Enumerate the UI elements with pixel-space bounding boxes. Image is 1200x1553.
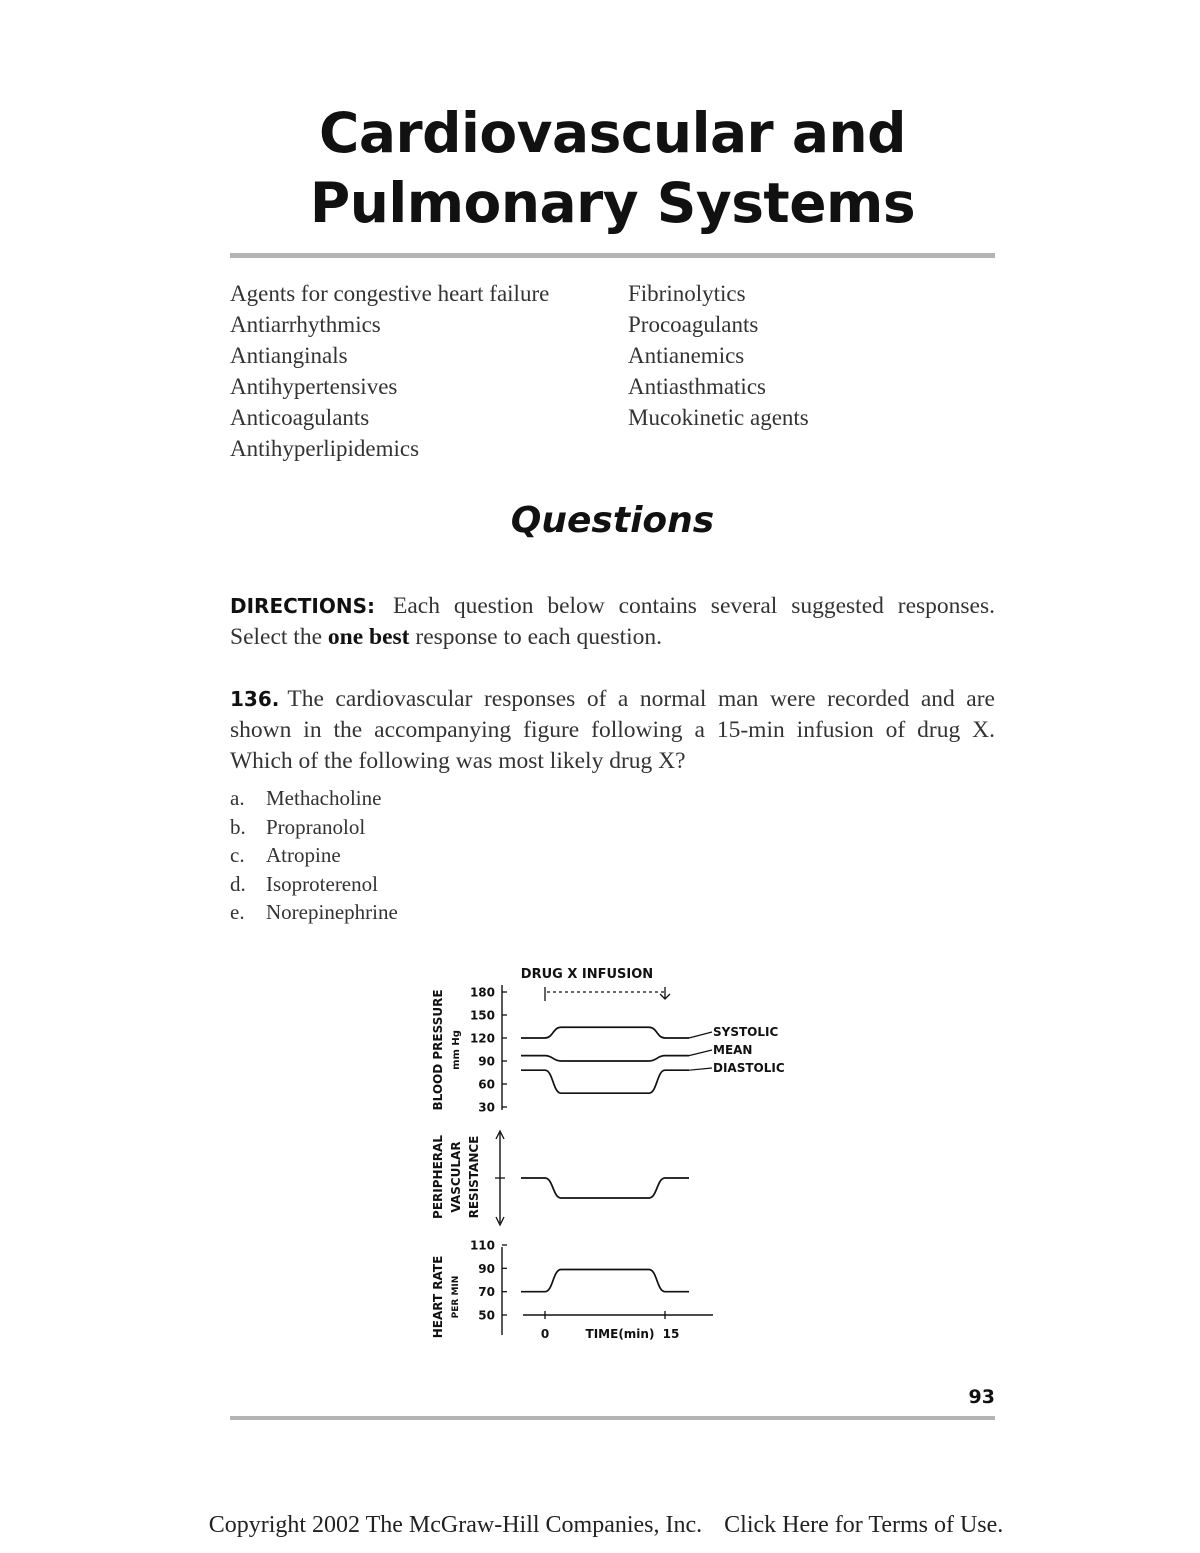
questions-heading: Questions (510, 500, 715, 541)
directions-emphasis: one best (327, 624, 410, 650)
series-label-leader (689, 1068, 712, 1070)
hr-tick-label: 70 (478, 1285, 495, 1300)
topic-item: Antianginals (230, 343, 348, 368)
bottom-divider (230, 1416, 995, 1420)
option-text: Norepinephrine (266, 900, 398, 924)
copyright-text: Copyright 2002 The McGraw-Hill Companies, Inc. (208, 1512, 703, 1538)
bp-series-systolic (521, 1027, 689, 1038)
answer-option-a[interactable] (230, 784, 398, 813)
bp-tick-label: 90 (478, 1054, 495, 1069)
time-axis-label: TIME(min) (585, 1327, 655, 1341)
topic-item: Antiarrhythmics (230, 312, 381, 337)
topic-list-left (230, 278, 549, 464)
topic-list-right (628, 278, 809, 433)
infusion-arrow (545, 987, 670, 1001)
chapter-title (0, 98, 1200, 238)
topic-item: Antihypertensives (230, 374, 398, 399)
page-number: 93 (968, 1386, 995, 1408)
bp-unit-label: mm Hg (451, 1030, 462, 1070)
bp-series-label: SYSTOLIC (713, 1025, 779, 1039)
bp-tick-label: 150 (469, 1008, 495, 1023)
directions-text-end: response to each question. (415, 624, 663, 650)
footer (0, 1512, 1200, 1539)
series-label-leader (689, 1050, 712, 1056)
bp-axis-label: BLOOD PRESSURE (431, 989, 445, 1111)
directions-text: Each question below contains several suggested responses. Select the (230, 593, 995, 650)
time-tick-label: 0 (540, 1327, 550, 1341)
bp-lines (521, 1025, 785, 1093)
answer-option-d[interactable] (230, 870, 398, 899)
answer-option-b[interactable] (230, 813, 398, 842)
pvr-axis-label-part: VASCULAR (449, 1141, 463, 1213)
option-text: Methacholine (266, 786, 382, 810)
chapter-title-line-2: Pulmonary Systems (309, 171, 916, 235)
option-letter: c. (230, 843, 245, 867)
option-text: Atropine (266, 843, 341, 867)
bp-series-label: MEAN (713, 1043, 753, 1057)
bp-series-diastolic (521, 1070, 689, 1093)
bp-series-mean (521, 1056, 689, 1061)
terms-of-use-link[interactable]: Click Here for Terms of Use. (724, 1512, 1004, 1538)
topic-item: Fibrinolytics (628, 281, 746, 306)
bp-tick-label: 120 (469, 1031, 495, 1046)
hr-axis-label: HEART RATE (431, 1255, 445, 1339)
hr-tick-label: 110 (469, 1238, 495, 1253)
hr-tick-label: 90 (478, 1261, 495, 1276)
topic-item: Antianemics (628, 343, 745, 368)
topic-item: Mucokinetic agents (628, 405, 809, 430)
option-letter: b. (230, 814, 246, 839)
series-label-leader (689, 1032, 712, 1038)
option-text: Isoproterenol (266, 871, 378, 896)
top-divider (230, 253, 995, 258)
chapter-title-line-1: Cardiovascular and (319, 101, 906, 165)
hr-unit-label: PER MIN (451, 1275, 461, 1319)
option-letter: d. (230, 871, 246, 896)
option-text: Propranolol (266, 814, 366, 839)
answer-option-c[interactable] (230, 841, 398, 870)
time-tick-label: 15 (662, 1327, 680, 1341)
bp-tick-label: 180 (469, 985, 495, 1000)
question-number: 136. (230, 687, 280, 711)
figure-title: DRUG X INFUSION (520, 967, 654, 982)
pvr-series (521, 1178, 689, 1198)
topic-item: Agents for congestive heart failure (230, 281, 550, 306)
bp-tick-label: 60 (478, 1077, 495, 1092)
bp-tick-label: 30 (478, 1100, 495, 1115)
pvr-axis-label-part: RESISTANCE (467, 1135, 481, 1219)
bp-series-label: DIASTOLIC (713, 1061, 785, 1075)
hr-tick-label: 50 (478, 1308, 495, 1323)
topic-item: Antihyperlipidemics (230, 436, 420, 461)
cardiovascular-response-figure (415, 955, 825, 1355)
topic-item: Antiasthmatics (628, 374, 766, 399)
pvr-axis-label-part: PERIPHERAL (431, 1135, 445, 1219)
option-letter: a. (230, 786, 245, 810)
topic-item: Procoagulants (628, 312, 759, 337)
question-text: The cardiovascular responses of a normal man were recorded and are shown in the accompanying figure following a 15-min infusion of drug X. Which of the following was most likely drug X? (230, 686, 995, 774)
option-letter: e. (230, 900, 245, 924)
pvr-lines (431, 1135, 689, 1219)
hr-series (521, 1270, 689, 1292)
answer-options (230, 784, 398, 927)
question-stem (230, 684, 995, 777)
directions-paragraph (230, 591, 995, 653)
answer-option-e[interactable] (230, 898, 398, 927)
hr-lines (521, 1270, 689, 1292)
directions-label: DIRECTIONS: (230, 594, 376, 618)
topic-item: Anticoagulants (230, 405, 370, 430)
